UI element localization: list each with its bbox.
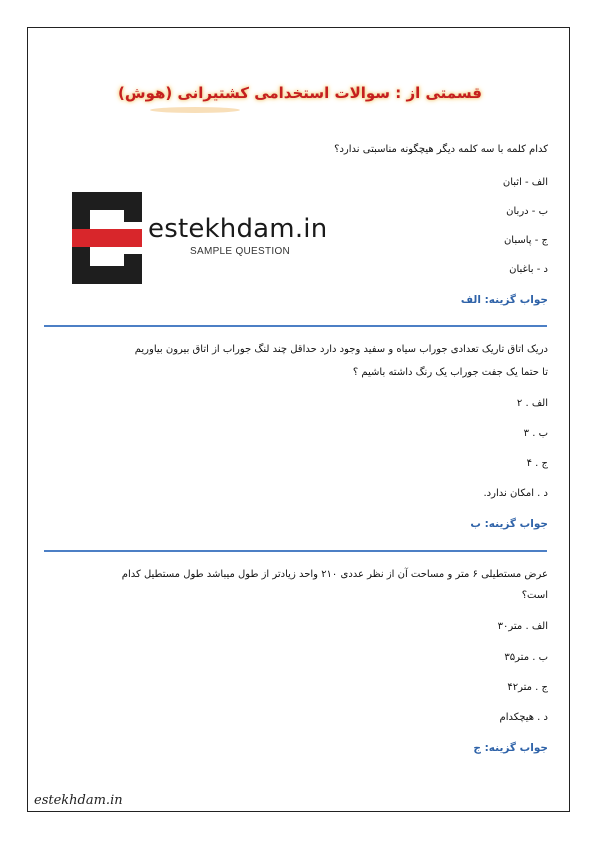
page-title: قسمتی از : سوالات استخدامی کشتیرانی (هوش) [118,84,482,102]
question-1-option-b: ب - دربان [506,206,548,217]
question-3-option-a: الف . متر۳۰ [497,621,548,632]
estekhdam-logo [72,192,346,288]
question-3-text-line-1: عرض مستطیلی ۶ متر و مساحت آن از نظر عددی ۲۱۰ واحد زیادتر از طول میباشد طول مستطیل کدام [121,569,548,580]
question-2-option-a: الف . ۲ [516,398,548,409]
question-3-text-line-2: است؟ [521,590,548,601]
question-3-option-b: ب . متر۳۵ [504,652,548,663]
question-2-option-c: ج . ۴ [526,458,548,469]
question-1-option-a: الف - اثبان [502,177,548,188]
question-3-option-d: د . هیچکدام [499,712,548,723]
question-3-option-c: ج . متر۴۲ [507,682,548,693]
logo-subtitle: SAMPLE QUESTION [190,246,291,257]
question-2-answer: جواب گزینه: ب [470,518,548,530]
logo-e-mark-icon [72,192,142,284]
divider-1 [44,325,547,327]
divider-2 [44,550,547,552]
question-1-answer: جواب گزینه: الف [460,294,548,306]
question-2-option-d: د . امکان ندارد. [483,488,548,499]
question-1-option-d: د - باغبان [509,264,548,275]
question-3-answer: جواب گزینه: ج [473,742,548,754]
question-1-option-c: ج - پاسبان [503,235,548,246]
logo-text: estekhdam.in [148,214,328,244]
title-decoration [150,107,240,113]
question-2-text-line-1: دریک اتاق تاریک تعدادی جوراب سیاه و سفید وجود دارد حداقل چند لنگ جوراب از اتاق بیرون بیاوریم [134,344,548,355]
footer-site-name: estekhdam.in [34,793,123,808]
question-1-text: کدام کلمه با سه کلمه دیگر هیچگونه مناسبتی ندارد؟ [334,144,548,155]
question-2-text-line-2: تا حتما یک جفت جوراب یک رنگ داشته باشیم ؟ [352,367,548,378]
question-2-option-b: ب . ۳ [523,428,548,439]
